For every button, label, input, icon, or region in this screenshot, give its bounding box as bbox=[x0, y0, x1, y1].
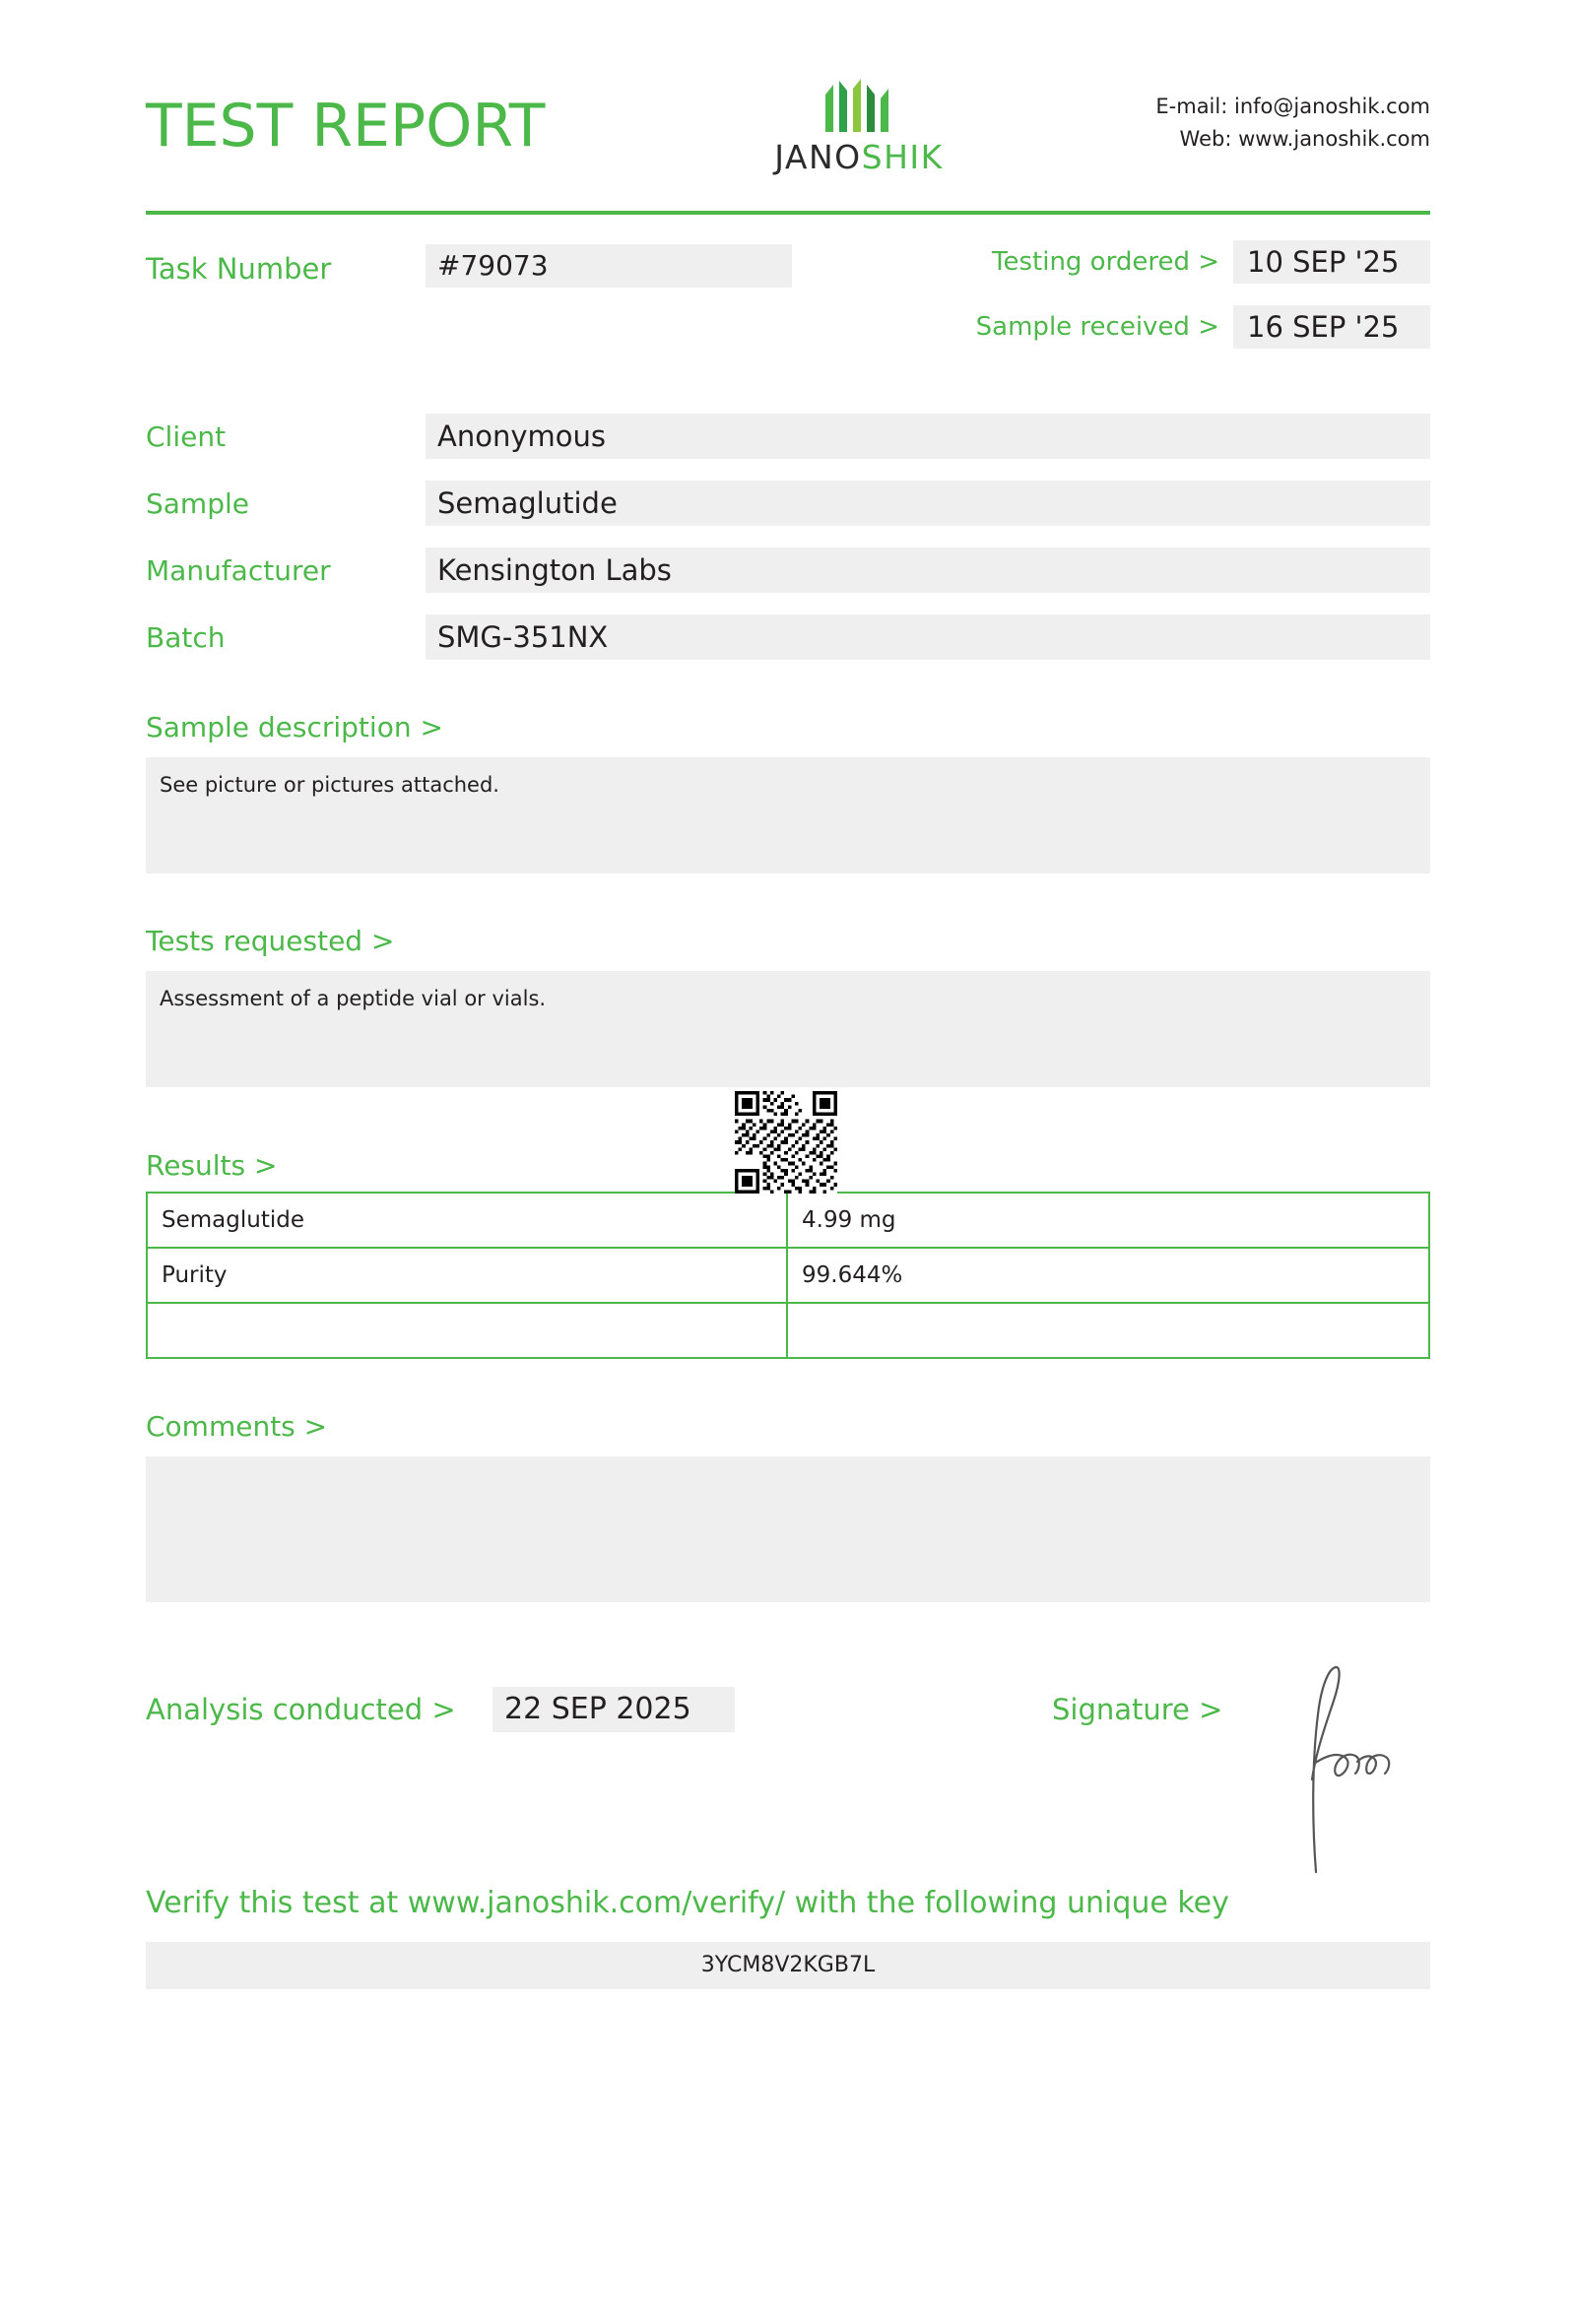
info-row-sample bbox=[146, 481, 1430, 526]
results-header bbox=[146, 1132, 1430, 1182]
client-value: Anonymous bbox=[426, 414, 1430, 459]
logo-word-dark: JANO bbox=[774, 138, 862, 176]
mountain-logo-icon bbox=[800, 79, 918, 134]
info-row-client bbox=[146, 414, 1430, 459]
result-name bbox=[147, 1303, 787, 1358]
comments-box bbox=[146, 1456, 1430, 1602]
contact-email: E-mail: info@janoshik.com bbox=[1155, 95, 1430, 118]
janoshik-logo bbox=[741, 79, 977, 176]
tests-requested-box: Assessment of a peptide vial or vials. bbox=[146, 971, 1430, 1087]
result-value: 4.99 mg bbox=[787, 1193, 1429, 1248]
result-value: 99.644% bbox=[787, 1248, 1429, 1303]
tests-requested-title: Tests requested > bbox=[146, 925, 395, 957]
task-row bbox=[146, 240, 1430, 349]
results-title: Results > bbox=[146, 1149, 278, 1182]
analysis-conducted-value: 22 SEP 2025 bbox=[492, 1687, 735, 1732]
sample-label: Sample bbox=[146, 486, 249, 520]
sample-value: Semaglutide bbox=[426, 481, 1430, 526]
manufacturer-label: Manufacturer bbox=[146, 553, 331, 587]
testing-ordered-value: 10 SEP '25 bbox=[1233, 240, 1430, 284]
task-number-label: Task Number bbox=[146, 252, 332, 286]
batch-label: Batch bbox=[146, 620, 226, 654]
analysis-row bbox=[146, 1683, 1430, 1850]
table-row bbox=[147, 1248, 1429, 1303]
result-value bbox=[787, 1303, 1429, 1358]
sample-received-label: Sample received > bbox=[975, 312, 1219, 342]
unique-key: 3YCM8V2KGB7L bbox=[146, 1942, 1430, 1989]
qr-code-icon bbox=[735, 1091, 837, 1194]
info-section bbox=[146, 414, 1430, 660]
dates-block bbox=[879, 240, 1430, 370]
logo-word-green: SHIK bbox=[861, 138, 944, 176]
batch-value: SMG-351NX bbox=[426, 614, 1430, 660]
testing-ordered-label: Testing ordered > bbox=[992, 247, 1219, 277]
task-number-value: #79073 bbox=[426, 244, 792, 288]
page-title: TEST REPORT bbox=[146, 92, 546, 161]
result-name: Semaglutide bbox=[147, 1193, 787, 1248]
contact-web: Web: www.janoshik.com bbox=[1179, 127, 1430, 151]
sample-received-row bbox=[879, 305, 1430, 349]
sample-description-box: See picture or pictures attached. bbox=[146, 757, 1430, 873]
info-row-batch bbox=[146, 614, 1430, 660]
testing-ordered-row bbox=[879, 240, 1430, 284]
client-label: Client bbox=[146, 420, 227, 453]
contact-block bbox=[1155, 91, 1430, 156]
result-name: Purity bbox=[147, 1248, 787, 1303]
signature-label: Signature > bbox=[1052, 1693, 1223, 1726]
manufacturer-value: Kensington Labs bbox=[426, 548, 1430, 593]
logo-wordmark bbox=[741, 138, 977, 176]
report-header bbox=[146, 0, 1430, 197]
signature-image bbox=[1279, 1653, 1416, 1880]
header-divider bbox=[146, 211, 1430, 215]
verify-text: Verify this test at www.janoshik.com/verify/ with the following unique key bbox=[146, 1886, 1229, 1920]
results-table bbox=[146, 1192, 1430, 1359]
sample-received-value: 16 SEP '25 bbox=[1233, 305, 1430, 349]
analysis-conducted-label: Analysis conducted > bbox=[146, 1693, 456, 1726]
table-row bbox=[147, 1193, 1429, 1248]
table-row bbox=[147, 1303, 1429, 1358]
sample-description-title: Sample description > bbox=[146, 711, 443, 743]
info-row-manufacturer bbox=[146, 548, 1430, 593]
comments-title: Comments > bbox=[146, 1410, 328, 1443]
